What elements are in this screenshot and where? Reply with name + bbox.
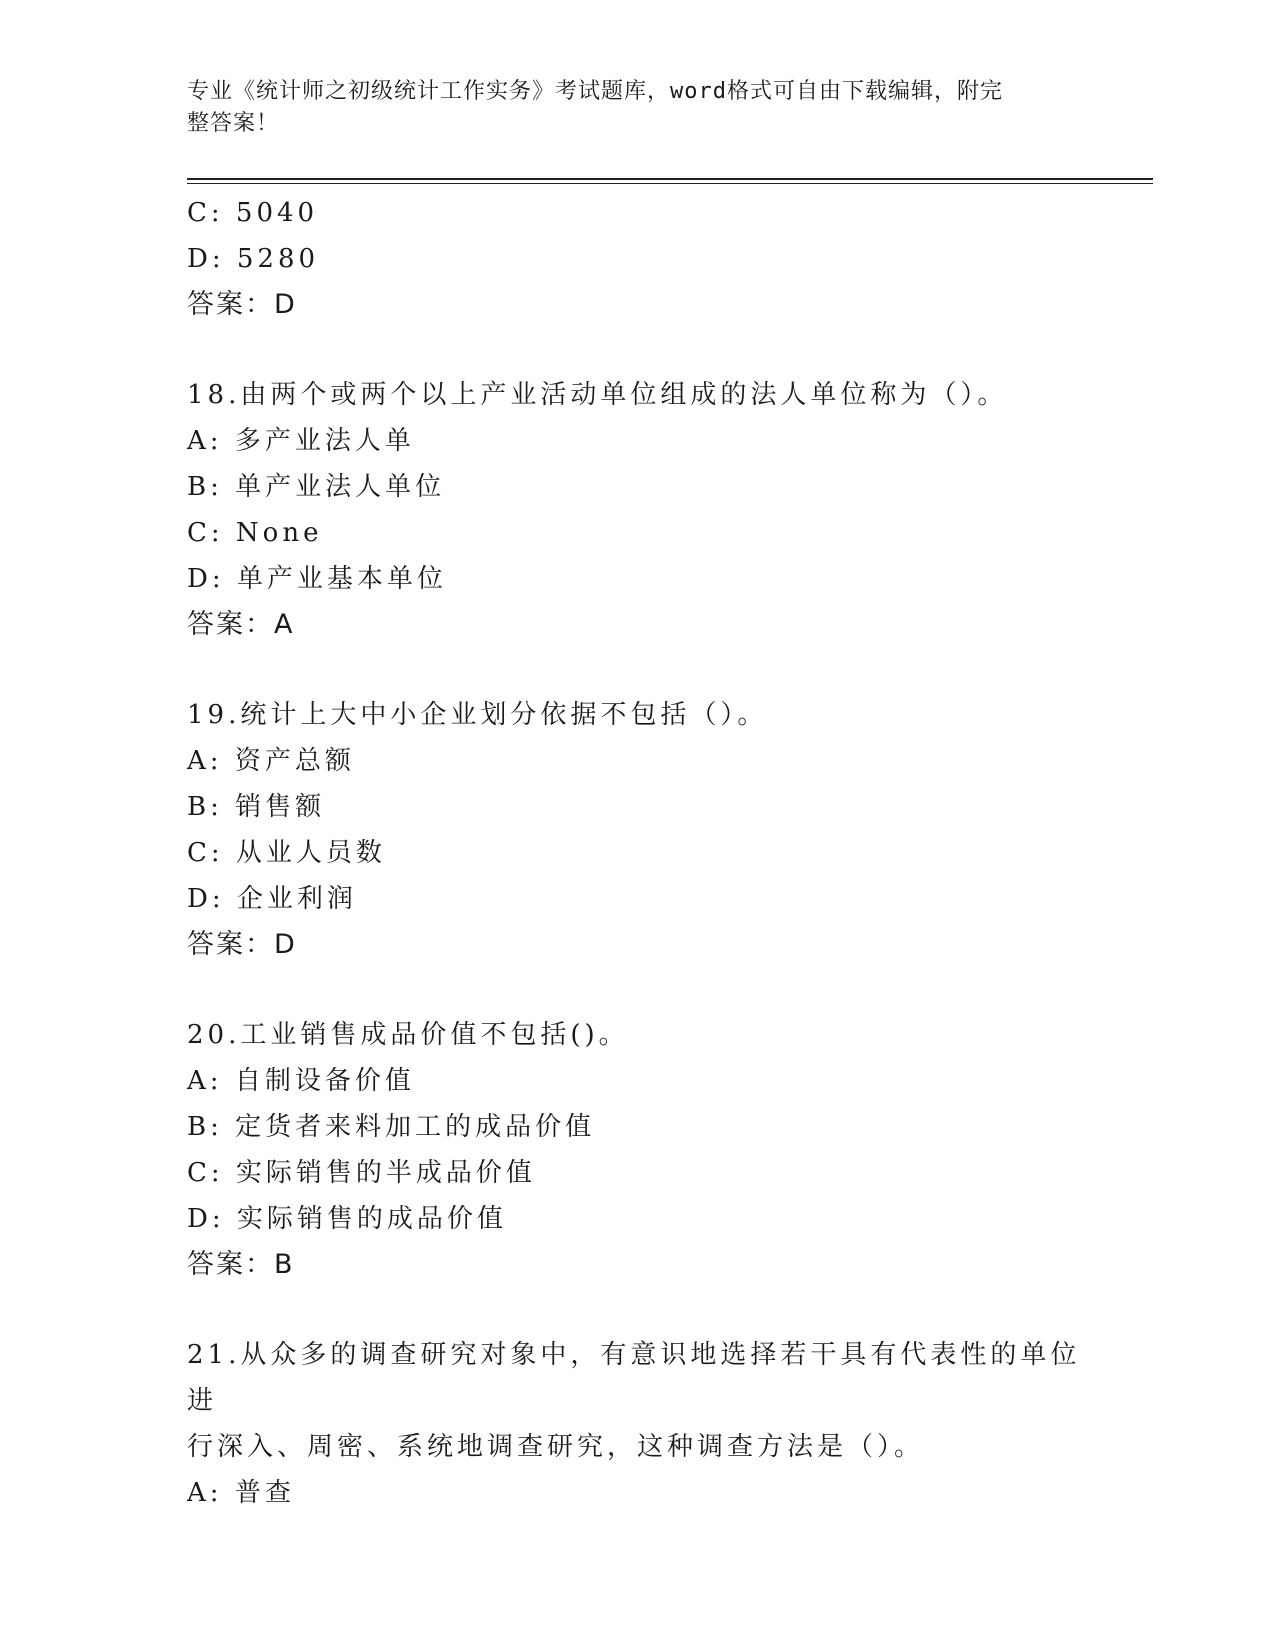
question-stem: 19.统计上大中小企业划分依据不包括（）。 (187, 700, 768, 730)
option-c: C: None (187, 518, 323, 548)
header-divider-thick (187, 178, 1153, 180)
question-stem-line-2: 行深入、周密、系统地调查研究，这种调查方法是（）。 (187, 1432, 925, 1462)
option-a: A: 自制设备价值 (187, 1066, 415, 1096)
option-b: B: 销售额 (187, 792, 326, 822)
answer-line: 答案：A (187, 609, 295, 640)
header-line-1: 专业《统计师之初级统计工作实务》考试题库，word格式可自由下载编辑，附完 (187, 79, 1003, 104)
answer-line: 答案：D (187, 289, 297, 320)
question-18 (187, 372, 1087, 648)
question-19 (187, 692, 1087, 968)
question-stem-line-1: 21.从众多的调查研究对象中，有意识地选择若干具有代表性的单位进 (187, 1340, 1081, 1416)
question-20 (187, 1012, 1087, 1288)
question-17-tail (187, 190, 1087, 328)
option-d: D: 单产业基本单位 (187, 564, 447, 594)
option-d: D: 企业利润 (187, 884, 357, 914)
option-d: D: 实际销售的成品价值 (187, 1204, 507, 1234)
document-header (187, 76, 1067, 140)
option-a: A: 资产总额 (187, 746, 355, 776)
question-21 (187, 1332, 1087, 1516)
answer-line: 答案：B (187, 1249, 295, 1280)
option-a: A: 普查 (187, 1478, 295, 1508)
option-a: A: 多产业法人单 (187, 426, 415, 456)
option-c: C: 实际销售的半成品价值 (187, 1158, 536, 1188)
header-divider-thin (187, 183, 1153, 184)
option-c: C: 5040 (187, 198, 319, 228)
question-stem: 18.由两个或两个以上产业活动单位组成的法人单位称为（）。 (187, 380, 1008, 410)
option-b: B: 单产业法人单位 (187, 472, 446, 502)
question-stem: 20.工业销售成品价值不包括()。 (187, 1020, 629, 1050)
option-d: D: 5280 (187, 244, 320, 274)
answer-line: 答案：D (187, 929, 297, 960)
option-c: C: 从业人员数 (187, 838, 386, 868)
header-line-2: 整答案！ (187, 111, 280, 136)
option-b: B: 定货者来料加工的成品价值 (187, 1112, 596, 1142)
question-list (187, 190, 1087, 1516)
